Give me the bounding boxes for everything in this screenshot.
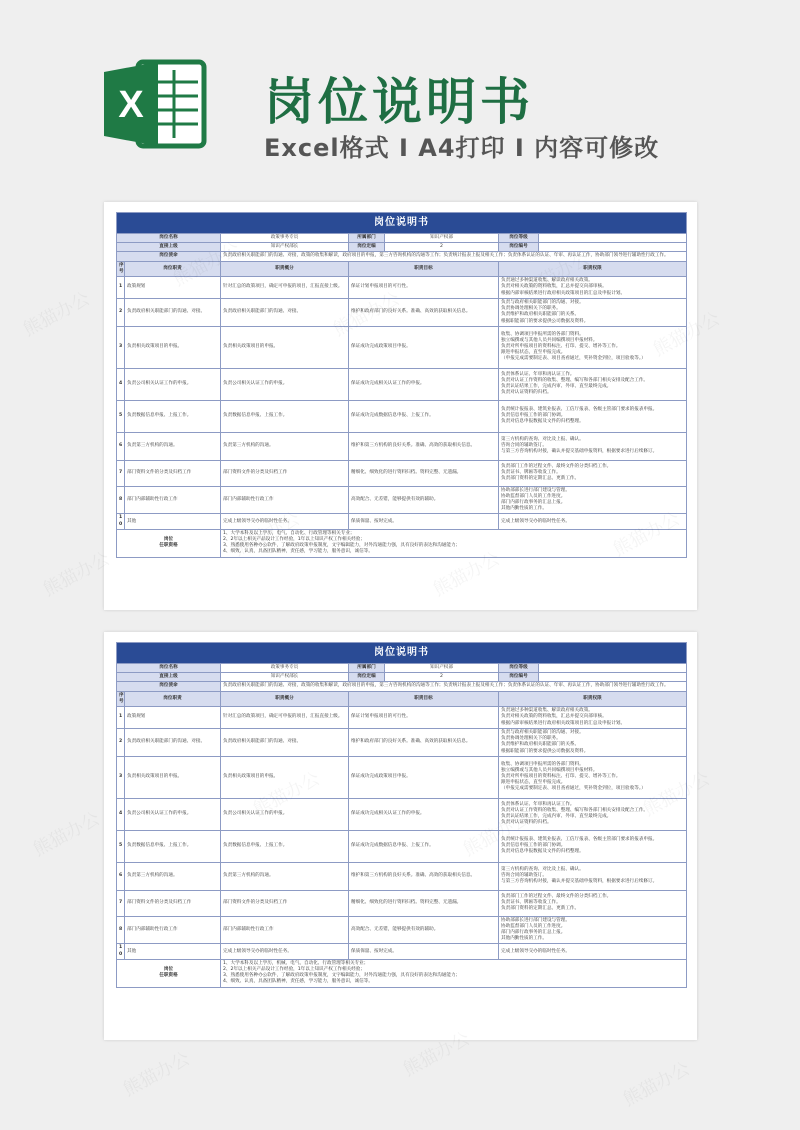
row-summary[interactable]: 负责公司相关认证工作的申报。 [221, 368, 349, 400]
row-duty[interactable]: 负责数据信息申报、上报工作。 [125, 830, 221, 862]
requirements-text[interactable] [221, 529, 687, 557]
col-header-summary: 职责概分 [221, 691, 349, 706]
authority-line: 负责维护和政府相关职能部门的关系。 [501, 312, 580, 318]
authority-line: 负责体系认证、年审和再认证工作。 [501, 801, 575, 807]
authority-line: 第三方机构的查询、对比及上报、确认。 [501, 436, 584, 442]
row-authority[interactable] [499, 916, 687, 944]
requirements-label-line: 任职资格 [159, 973, 178, 979]
authority-line: 协助部部长进行部门建设与管理。 [501, 487, 570, 493]
row-summary[interactable]: 部门资料文件的分类及归档工作 [221, 460, 349, 486]
dept-value[interactable]: 知识产权部 [385, 234, 499, 243]
row-goal[interactable]: 维护和第三方机构的良好关系。准确、高效的获取相关信息。 [349, 432, 499, 460]
authority-line: 负责对相关政策的资料收集，汇总并提交向部审核。 [501, 284, 607, 290]
authority-line: 跟进申报状态，直至申报完成。 [501, 350, 566, 356]
table-row [117, 862, 687, 890]
row-summary[interactable]: 部门内部辅助性行政工作 [221, 916, 349, 944]
row-number: 5 [117, 400, 125, 432]
mission-label: 岗位使命 [117, 252, 221, 261]
authority-line: 负责部门工作的过程文件、最终文件的分类归档工作。 [501, 893, 612, 899]
watermark-text [118, 1045, 194, 1102]
row-authority[interactable] [499, 830, 687, 862]
row-goal[interactable]: 保质保量、按时完成。 [349, 944, 499, 959]
row-duty[interactable]: 负责相关政策项目的申报。 [125, 326, 221, 368]
row-duty[interactable]: 负责相关政策项目的申报。 [125, 756, 221, 798]
requirements-label-line: 岗位 [163, 537, 174, 542]
row-number: 10 [117, 944, 125, 959]
authority-line: 负责协调处理相关下的职务。 [501, 306, 561, 312]
sheet-title: 岗位说明书 [117, 213, 687, 234]
authority-line: （申报完成需要制定表、项目查看通过，奖补资金到位，项目验收等。） [501, 786, 646, 792]
row-summary[interactable]: 负责政府相关职能部门的沟通、对接。 [221, 298, 349, 326]
table-row [117, 276, 687, 298]
level-value[interactable] [539, 664, 687, 673]
row-goal[interactable]: 保证成功完成政策项目申报。 [349, 756, 499, 798]
authority-line: 负责信息申报工作的部门协调。 [501, 843, 566, 849]
authority-line: 部门内部行政事务的汇总上报。 [501, 500, 566, 506]
authority-line: 负责对认证资料的归档。 [501, 390, 552, 396]
requirements-text[interactable] [221, 959, 687, 987]
level-label: 岗位等级 [499, 664, 539, 673]
requirement-line: 2、2年以上相关产品设计工作经验，1年以上知识产权工作相关经验； [223, 967, 365, 972]
authority-line: 完成上级领导交办的临时性任务。 [501, 518, 570, 524]
job-description-table [116, 642, 687, 988]
row-summary[interactable]: 完成上级领导交办的临时性任务。 [221, 514, 349, 529]
row-number: 10 [117, 514, 125, 529]
row-goal[interactable]: 高效配合、无差错，能够提供有效的辅助。 [349, 486, 499, 514]
table-row [117, 706, 687, 728]
row-number: 2 [117, 728, 125, 756]
headcount-label: 岗位定编 [349, 243, 385, 252]
job-description-sheet [104, 202, 697, 610]
row-authority[interactable] [499, 728, 687, 756]
authority-line: 完成上级领导交办的临时性任务。 [501, 948, 570, 954]
authority-line: 负责证书、牌匾等收发工作。 [501, 900, 561, 906]
row-authority[interactable] [499, 798, 687, 830]
row-summary[interactable]: 负责第三方机构的沟通。 [221, 432, 349, 460]
authority-line: 咨询合同的辅助签订。 [501, 443, 547, 449]
authority-line: 独立编撰或与其他人员共同编撰项目申报材料。 [501, 767, 598, 773]
headcount-label: 岗位定编 [349, 673, 385, 682]
row-number: 3 [117, 756, 125, 798]
authority-line: 负责对所申报项目的资料标注、打印、提交、增补等工作。 [501, 344, 621, 350]
table-row [117, 486, 687, 514]
row-summary[interactable]: 针对汇总的政策项目，确定可申报的项目，汇报直接上级。 [221, 706, 349, 728]
row-summary[interactable]: 部门内部辅助性行政工作 [221, 486, 349, 514]
row-authority[interactable] [499, 326, 687, 368]
requirement-line: 4、细致、认真，具备团队精神，责任感，学习能力，服务意识，诚信等。 [223, 549, 373, 555]
page-title: 岗位说明书 [264, 73, 534, 131]
row-summary[interactable]: 负责相关政策项目的申报。 [221, 756, 349, 798]
authority-line: 负责统计报报表、建筑业报表、工信厅报表、各级主管部门要求的报表申报。 [501, 836, 658, 842]
authority-line: 根据职能部门的要求提供公司数据及资料。 [501, 748, 589, 754]
row-number: 8 [117, 916, 125, 944]
requirement-line: 3、熟悉使用各种办公软件，了解政府政策申报制度，文字编辑能力，对外沟通能力强，具有良好的表达和沟通能力； [223, 973, 461, 979]
logo-letter: X [118, 84, 144, 126]
row-number: 4 [117, 798, 125, 830]
headcount-value[interactable]: 2 [385, 673, 499, 682]
row-authority[interactable] [499, 400, 687, 432]
authority-line: 根据内部审核结果进行政府相关政策项目的汇总及申报计划。 [501, 720, 626, 726]
supervisor-label: 直接上级 [117, 243, 221, 252]
authority-line: 负责认证结果工作，完成内审、外审、直至最终完成。 [501, 814, 612, 820]
row-number: 7 [117, 460, 125, 486]
row-duty[interactable]: 负责政府相关职能部门的沟通、对接。 [125, 298, 221, 326]
watermark-text [28, 805, 104, 862]
row-goal[interactable]: 维护和政府部门的良好关系。准确、高效的获取相关信息。 [349, 728, 499, 756]
row-number: 7 [117, 890, 125, 916]
authority-line: 与第三方咨询机构对接，确认并提交基础申报资料，根据要求进行后续修订。 [501, 879, 658, 885]
authority-line: 负责对信息申报数据及文件的归档整理。 [501, 419, 584, 425]
requirement-line: 4、细致、认真，具备团队精神，责任感，学习能力，服务意识，诚信等。 [223, 979, 373, 985]
job-description-table [116, 212, 687, 558]
requirement-line: 2、2年以上相关产品设计工作经验，1年以上知识产权工作相关经验； [223, 537, 365, 542]
authority-line: 负责对相关政策的资料收集，汇总并提交向部审核。 [501, 714, 607, 720]
col-header-duty: 岗位职责 [125, 691, 221, 706]
row-goal[interactable]: 保证成功完成数据信息申报、上报工作。 [349, 400, 499, 432]
row-summary[interactable]: 负责公司相关认证工作的申报。 [221, 798, 349, 830]
row-summary[interactable]: 负责数据信息申报、上报工作。 [221, 830, 349, 862]
row-duty[interactable]: 负责第三方机构的沟通。 [125, 432, 221, 460]
authority-line: 负责体系认证、年审和再认证工作。 [501, 371, 575, 377]
row-duty[interactable]: 负责公司相关认证工作的申报。 [125, 368, 221, 400]
authority-line: 负责维护和政府相关职能部门的关系。 [501, 742, 580, 748]
row-duty[interactable]: 部门资料文件的分类及归档工作 [125, 890, 221, 916]
mission-text[interactable]: 负责政府相关职能部门的沟通、对接，政策的收集和解读，政府项目的申报，第三方咨询机构的沟通等工作；负责统计报表上报及相关工作；负责体系认证的认证、年审、再认证工作，协助部门领导进行辅助性行政工作。 [221, 252, 687, 261]
row-number: 1 [117, 706, 125, 728]
row-goal[interactable]: 精细化、细致化的进行资料归档。资料完整、无遗漏。 [349, 890, 499, 916]
col-header-duty: 岗位职责 [125, 261, 221, 276]
row-authority[interactable] [499, 862, 687, 890]
requirements-label-line: 任职资格 [159, 543, 178, 549]
authority-line: 负责协调处理相关下的职务。 [501, 736, 561, 742]
authority-line: 负责认证结果工作，完成内审、外审、直至最终完成。 [501, 384, 612, 390]
authority-line: 与第三方咨询机构对接，确认并提交基础申报资料，根据要求进行后续修订。 [501, 449, 658, 455]
col-header-goal: 职责目标 [349, 261, 499, 276]
level-value[interactable] [539, 234, 687, 243]
table-row [117, 298, 687, 326]
requirements-label [117, 959, 221, 987]
row-duty[interactable]: 政策规划 [125, 276, 221, 298]
authority-line: 负责与政府相关职能部门的沟通、对接。 [501, 729, 584, 735]
table-row [117, 326, 687, 368]
authority-line: 根据内部审核结果进行政府相关政策项目的汇总及申报计划。 [501, 290, 626, 296]
row-authority[interactable] [499, 756, 687, 798]
authority-line: 咨询合同的辅助签订。 [501, 873, 547, 879]
dept-label: 所属部门 [349, 664, 385, 673]
authority-line: 负责通过多种渠道收集、解读政府相关政策。 [501, 708, 593, 714]
table-row [117, 432, 687, 460]
code-label: 岗位编号 [499, 243, 539, 252]
supervisor-label: 直接上级 [117, 673, 221, 682]
authority-line: 根据职能部门的要求提供公司数据及资料。 [501, 318, 589, 324]
authority-line: 负责对认证工作资料的收集、整理、编写和各部门相关安排及配合工作。 [501, 378, 649, 383]
position-label: 岗位名称 [117, 664, 221, 673]
row-summary[interactable]: 针对汇总的政策项目，确定可申报的项目，汇报直接上级。 [221, 276, 349, 298]
requirements-label-line: 岗位 [163, 967, 174, 972]
row-number: 8 [117, 486, 125, 514]
table-row [117, 830, 687, 862]
table-row [117, 756, 687, 798]
mission-text[interactable]: 负责政府相关职能部门的沟通、对接，政策的收集和解读，政府项目的申报，第三方咨询机构的沟通等工作；负责统计报表上报及相关工作；负责体系认证的认证、年审、再认证工作，协助部门领导进行辅助性行政工作。 [221, 682, 687, 691]
dept-value[interactable]: 知识产权部 [385, 664, 499, 673]
authority-line: 负责统计报报表、建筑业报表、工信厅报表、各级主管部门要求的报表申报。 [501, 406, 658, 412]
authority-line: 跟进申报状态，直至申报完成。 [501, 780, 566, 786]
row-goal[interactable]: 保证成功完成数据信息申报、上报工作。 [349, 830, 499, 862]
requirement-line: 1、大学本科及以上学历，机械、电气、自动化、行政管理等相关专业； [223, 960, 369, 966]
col-header-authority: 职责权限 [499, 261, 687, 276]
table-row [117, 728, 687, 756]
row-summary[interactable]: 负责第三方机构的沟通。 [221, 862, 349, 890]
row-authority[interactable] [499, 460, 687, 486]
col-header-no: 序号 [117, 691, 125, 706]
authority-line: 负责与政府相关职能部门的沟通、对接。 [501, 299, 584, 305]
row-authority[interactable] [499, 276, 687, 298]
code-label: 岗位编号 [499, 673, 539, 682]
row-goal[interactable]: 维护和第三方机构的良好关系。准确、高效的获取相关信息。 [349, 862, 499, 890]
authority-line: 收集、协调项目申报所需的各部门资料。 [501, 761, 584, 767]
supervisor-value[interactable]: 知识产权部长 [221, 673, 349, 682]
authority-line: 第三方机构的查询、对比及上报、确认。 [501, 866, 584, 872]
row-number: 4 [117, 368, 125, 400]
col-header-no: 序号 [117, 261, 125, 276]
row-duty[interactable]: 负责公司相关认证工作的申报。 [125, 798, 221, 830]
authority-line: 协助监督部门人员的工作进度。 [501, 923, 566, 929]
row-summary[interactable]: 负责相关政策项目的申报。 [221, 326, 349, 368]
row-goal[interactable]: 保证成功完成政策项目申报。 [349, 326, 499, 368]
authority-line: 部门内部行政事务的汇总上报。 [501, 930, 566, 936]
watermark-text [618, 1055, 694, 1112]
row-authority[interactable] [499, 706, 687, 728]
table-row [117, 916, 687, 944]
row-duty[interactable]: 政策规划 [125, 706, 221, 728]
row-duty[interactable]: 负责数据信息申报、上报工作。 [125, 400, 221, 432]
authority-line: （申报完成需要制定表、项目查看通过，奖补资金到位，项目验收等。） [501, 356, 646, 362]
watermark-text [38, 545, 114, 602]
row-number: 2 [117, 298, 125, 326]
authority-line: 负责部门资料的定期汇总、更新工作。 [501, 476, 580, 482]
row-goal[interactable]: 保质保量、按时完成。 [349, 514, 499, 529]
row-number: 3 [117, 326, 125, 368]
authority-line: 负责对认证资料的归档。 [501, 820, 552, 826]
requirement-line: 1、大学本科及以上学历，电气、自动化、行政管理等相关专业； [223, 530, 355, 536]
authority-line: 负责信息申报工作的部门协调。 [501, 413, 566, 419]
authority-line: 其他内勤性质的工作。 [501, 506, 547, 512]
row-goal[interactable]: 保证计划申报项目的可行性。 [349, 706, 499, 728]
row-authority[interactable] [499, 890, 687, 916]
row-goal[interactable]: 维护和政府部门的良好关系。准确、高效的获取相关信息。 [349, 298, 499, 326]
authority-line: 负责对认证工作资料的收集、整理、编写和各部门相关安排及配合工作。 [501, 808, 649, 813]
col-header-authority: 职责权限 [499, 691, 687, 706]
table-row [117, 798, 687, 830]
row-authority[interactable] [499, 298, 687, 326]
row-goal[interactable]: 保证计划申报项目的可行性。 [349, 276, 499, 298]
row-authority[interactable] [499, 368, 687, 400]
authority-line: 协助监督部门人员的工作进度。 [501, 493, 566, 499]
job-description-sheet [104, 632, 697, 1040]
row-number: 6 [117, 432, 125, 460]
authority-line: 收集、协调项目申报所需的各部门资料。 [501, 331, 584, 337]
authority-line: 负责部门工作的过程文件、最终文件的分类归档工作。 [501, 463, 612, 469]
watermark-text [18, 285, 94, 342]
row-number: 1 [117, 276, 125, 298]
row-authority[interactable] [499, 486, 687, 514]
position-label: 岗位名称 [117, 234, 221, 243]
row-goal[interactable]: 高效配合、无差错，能够提供有效的辅助。 [349, 916, 499, 944]
authority-line: 负责部门资料的定期汇总、更新工作。 [501, 906, 580, 912]
row-authority[interactable] [499, 944, 687, 959]
row-authority[interactable] [499, 514, 687, 529]
row-duty[interactable]: 其他 [125, 944, 221, 959]
code-value[interactable] [539, 243, 687, 252]
row-authority[interactable] [499, 432, 687, 460]
position-value[interactable]: 政策事务专员 [221, 234, 349, 243]
row-goal[interactable]: 精细化、细致化的进行资料归档。资料完整、无遗漏。 [349, 460, 499, 486]
row-goal[interactable]: 保证成功完成相关认证工作的申报。 [349, 798, 499, 830]
col-header-goal: 职责目标 [349, 691, 499, 706]
table-row [117, 460, 687, 486]
table-row [117, 514, 687, 529]
mission-label: 岗位使命 [117, 682, 221, 691]
page-header [0, 0, 800, 200]
page-subtitle: Excel格式 I A4打印 I 内容可修改 [264, 134, 660, 162]
row-summary[interactable]: 负责数据信息申报、上报工作。 [221, 400, 349, 432]
authority-line: 负责对信息申报数据及文件的归档整理。 [501, 849, 584, 855]
authority-line: 协助部部长进行部门建设与管理。 [501, 917, 570, 923]
authority-line: 独立编撰或与其他人员共同编撰项目申报材料。 [501, 337, 598, 343]
row-duty[interactable]: 部门资料文件的分类及归档工作 [125, 460, 221, 486]
sheet-title: 岗位说明书 [117, 643, 687, 664]
row-number: 5 [117, 830, 125, 862]
requirements-label [117, 529, 221, 557]
table-row [117, 890, 687, 916]
row-duty[interactable]: 负责政府相关职能部门的沟通、对接。 [125, 728, 221, 756]
position-value[interactable]: 政策事务专员 [221, 664, 349, 673]
authority-line: 负责证书、牌匾等收发工作。 [501, 470, 561, 476]
row-summary[interactable]: 完成上级领导交办的临时性任务。 [221, 944, 349, 959]
row-duty[interactable]: 部门内部辅助性行政工作 [125, 486, 221, 514]
table-row [117, 944, 687, 959]
row-duty[interactable]: 部门内部辅助性行政工作 [125, 916, 221, 944]
row-number: 6 [117, 862, 125, 890]
col-header-summary: 职责概分 [221, 261, 349, 276]
level-label: 岗位等级 [499, 234, 539, 243]
row-summary[interactable]: 部门资料文件的分类及归档工作 [221, 890, 349, 916]
code-value[interactable] [539, 673, 687, 682]
row-summary[interactable]: 负责政府相关职能部门的沟通、对接。 [221, 728, 349, 756]
row-duty[interactable]: 其他 [125, 514, 221, 529]
authority-line: 负责通过多种渠道收集、解读政府相关政策。 [501, 278, 593, 284]
supervisor-value[interactable]: 知识产权部长 [221, 243, 349, 252]
requirement-line: 3、熟悉使用各种办公软件，了解政府政策申报制度，文字编辑能力，对外沟通能力强，具有良好的表达和沟通能力； [223, 543, 461, 549]
table-row [117, 400, 687, 432]
dept-label: 所属部门 [349, 234, 385, 243]
table-row [117, 368, 687, 400]
excel-logo-icon [100, 54, 210, 154]
row-goal[interactable]: 保证成功完成相关认证工作的申报。 [349, 368, 499, 400]
authority-line: 负责对所申报项目的资料标注、打印、提交、增补等工作。 [501, 774, 621, 780]
headcount-value[interactable]: 2 [385, 243, 499, 252]
row-duty[interactable]: 负责第三方机构的沟通。 [125, 862, 221, 890]
authority-line: 其他内勤性质的工作。 [501, 936, 547, 942]
